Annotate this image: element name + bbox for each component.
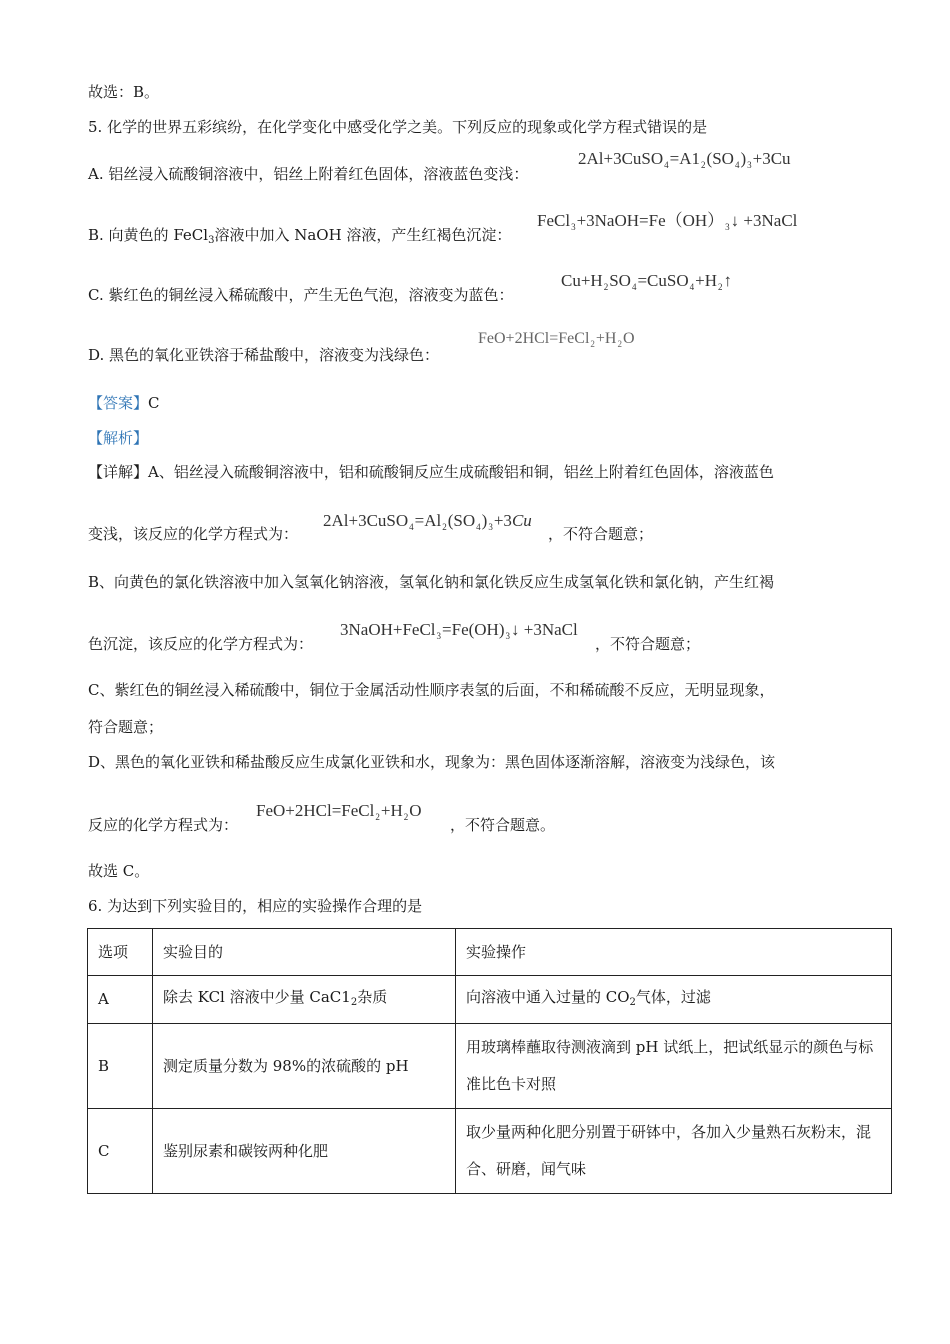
detail-formula-b: $3NaOH+FeCl_3=Fe(OH)_3↓$ +3NaCl xyxy=(340,620,578,641)
q5-option-b: B. 向黄色的 FeCl$_3$溶液中加入 NaOH 溶液，产生红褐色沉淀： xyxy=(88,226,512,246)
answer-tag: 【答案】 xyxy=(88,394,149,412)
table-header-row xyxy=(88,929,892,976)
detail-tag: 【详解】 xyxy=(88,463,149,481)
table-row xyxy=(88,1109,892,1194)
row-b-option: B xyxy=(88,1024,153,1109)
detail-a-line1: 【详解】A、铝丝浸入硫酸铜溶液中，铝和硫酸铜反应生成硫酸铝和铜，铝丝上附着红色固体，溶液蓝色 xyxy=(88,463,774,481)
row-a-operation: 向溶液中通入过量的 $CO_2$气体，过滤 xyxy=(456,976,892,1024)
q6-stem: 6. 为达到下列实验目的，相应的实验操作合理的是 xyxy=(88,897,423,915)
q5-stem: 5. 化学的世界五彩缤纷，在化学变化中感受化学之美。下列反应的现象或化学方程式错误的是 xyxy=(88,118,708,136)
table-row xyxy=(88,976,892,1024)
conclusion: 故选 C。 xyxy=(88,862,150,880)
detail-c-line2: 符合题意； xyxy=(88,718,164,736)
q5-option-c: C. 紫红色的铜丝浸入稀硫酸中，产生无色气泡，溶液变为蓝色： xyxy=(88,286,514,304)
header-operation: 实验操作 xyxy=(456,929,892,976)
formula-c: $Cu+H_2SO_4=CuSO_4+H_2↑$ xyxy=(561,271,732,292)
detail-formula-a: $2Al+3CuSO_4=Al_2(SO_4)_3+3Cu$ xyxy=(323,511,532,532)
detail-c-line1: C、紫红色的铜丝浸入稀硫酸中，铜位于金属活动性顺序表氢的后面，不和稀硫酸不反应，无明显现象， xyxy=(88,681,775,699)
detail-a-line2: 变浅，该反应的化学方程式为： ，不符合题意； xyxy=(88,525,654,543)
detail-b-line1: B、向黄色的氯化铁溶液中加入氢氧化钠溶液，氢氧化钠和氯化铁反应生成氢氧化铁和氯化钠，产生红褐 xyxy=(88,573,775,591)
row-b-operation: 用玻璃棒蘸取待测液滴到 pH 试纸上，把试纸显示的颜色与标准比色卡对照 xyxy=(456,1024,892,1109)
prev-answer: 故选：B。 xyxy=(88,83,160,101)
table-row xyxy=(88,1024,892,1109)
formula-a: $2Al+3CuSO_4=A1_2(SO_4)_3+3Cu$ xyxy=(578,149,791,170)
detail-formula-d: $FeO+2HCl=FeCl_2+H_2O$ xyxy=(256,801,422,822)
q6-table xyxy=(87,928,892,1194)
header-purpose: 实验目的 xyxy=(153,929,456,976)
answer-line xyxy=(88,393,160,413)
row-a-purpose: 除去 KCl 溶液中少量 $CaC1_2$杂质 xyxy=(153,976,456,1024)
detail-d-line1: D、黑色的氧化亚铁和稀盐酸反应生成氯化亚铁和水，现象为：黑色固体逐渐溶解，溶液变为浅绿色，该 xyxy=(88,753,776,771)
row-c-operation: 取少量两种化肥分别置于研钵中，各加入少量熟石灰粉末，混合、研磨，闻气味 xyxy=(456,1109,892,1194)
formula-b: $FeCl_3+3NaOH=Fe(OH)_3↓$ +3NaCl xyxy=(537,211,798,232)
analysis-tag: 【解析】 xyxy=(88,429,149,447)
formula-d: $FeO+2HCl=FeCl_2+H_2O$ xyxy=(478,330,635,349)
q5-option-d: D. 黑色的氧化亚铁溶于稀盐酸中，溶液变为浅绿色： xyxy=(88,346,440,364)
detail-d-line2: 反应的化学方程式为： ，不符合题意。 xyxy=(88,816,556,834)
row-b-purpose: 测定质量分数为 98%的浓硫酸的 pH xyxy=(153,1024,456,1109)
row-a-option: A xyxy=(88,976,153,1024)
q5-option-a: A. 铝丝浸入硫酸铜溶液中，铝丝上附着红色固体，溶液蓝色变浅： xyxy=(88,165,529,183)
header-option: 选项 xyxy=(88,929,153,976)
detail-b-line2: 色沉淀，该反应的化学方程式为： ，不符合题意； xyxy=(88,635,701,653)
row-c-option: C xyxy=(88,1109,153,1194)
row-c-purpose: 鉴别尿素和碳铵两种化肥 xyxy=(153,1109,456,1194)
answer-value: C xyxy=(148,394,160,412)
